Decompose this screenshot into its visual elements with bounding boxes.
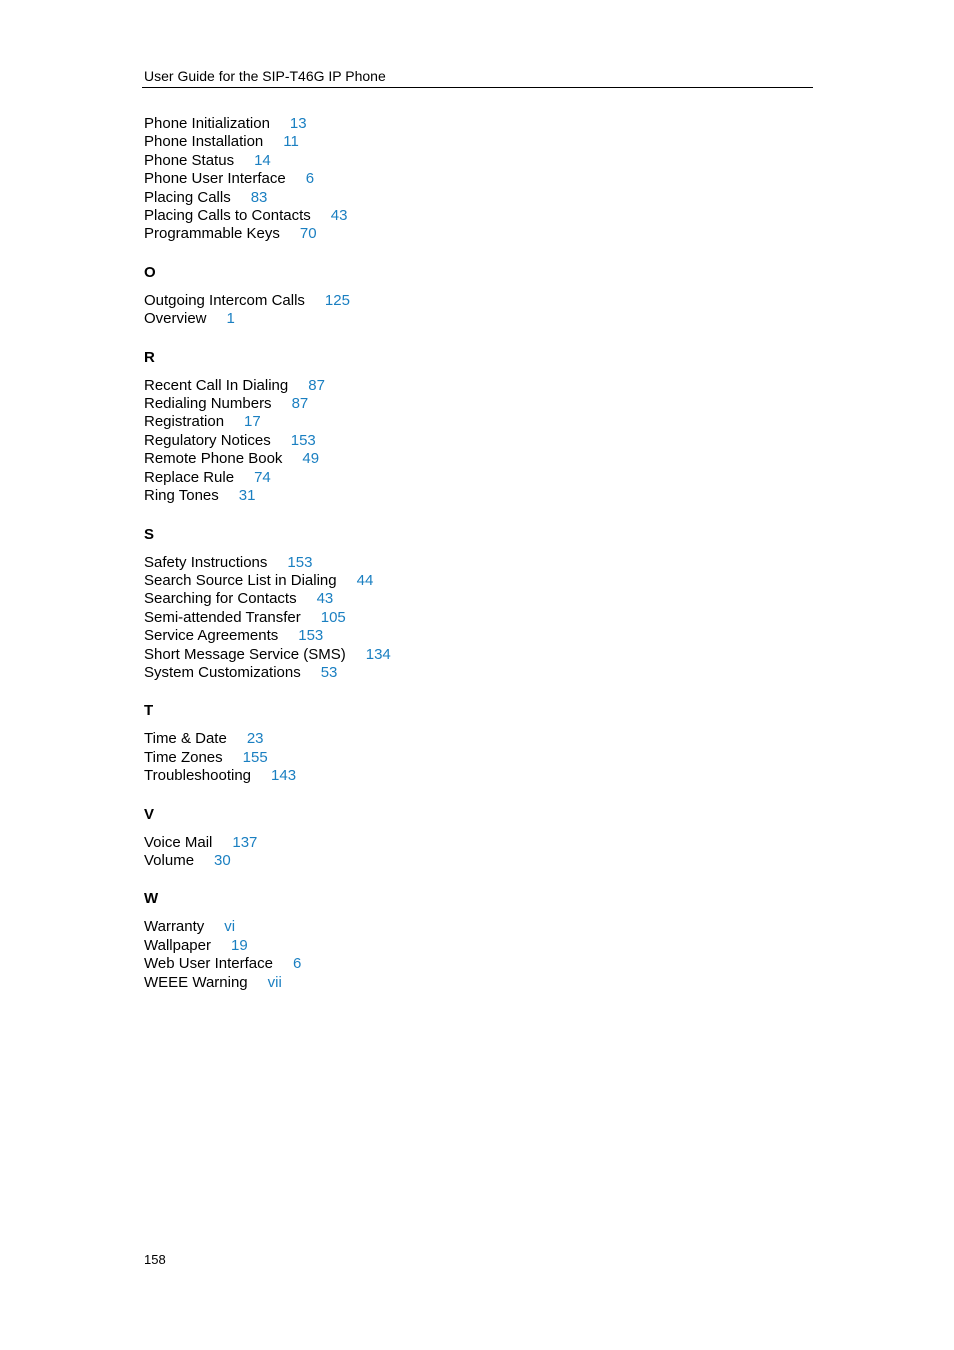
index-term: Web User Interface (144, 955, 273, 973)
index-entry (144, 225, 804, 243)
index-page-link[interactable]: vii (267, 973, 282, 991)
index-letter-heading: O (144, 263, 156, 281)
index-entry (144, 432, 804, 450)
index-entry (144, 730, 804, 748)
index-entry (144, 937, 804, 955)
index-term: Recent Call In Dialing (144, 376, 289, 394)
index-entry (144, 852, 804, 870)
index-page-link[interactable]: 6 (305, 170, 315, 188)
index-entry (144, 152, 804, 170)
index-page-link[interactable]: 53 (320, 663, 338, 681)
index-term: Redialing Numbers (144, 395, 272, 413)
index-page-link[interactable]: 87 (291, 395, 309, 413)
index-page-link[interactable]: 87 (308, 376, 325, 394)
index-entry (144, 554, 804, 572)
index-term: Time & Date (144, 730, 227, 748)
index-page-link[interactable]: 1 (226, 310, 235, 328)
index-letter-heading: W (144, 890, 159, 908)
header-rule (142, 87, 813, 88)
index-term: WEEE Warning (144, 973, 248, 991)
index-term: Service Agreements (144, 627, 279, 645)
index-page-link[interactable]: 19 (230, 936, 248, 954)
index-entry (144, 749, 804, 767)
index-term: Placing Calls (144, 188, 231, 206)
index-term: Time Zones (144, 748, 223, 766)
index-term: Remote Phone Book (144, 450, 283, 468)
index-entry (144, 469, 804, 487)
index-group (144, 890, 804, 992)
index-term: System Customizations (144, 663, 301, 681)
index-group (144, 349, 804, 506)
index-page-link[interactable]: 137 (232, 833, 258, 851)
index-entry (144, 413, 804, 431)
index-term: Search Source List in Dialing (144, 571, 337, 589)
index-term: Short Message Service (SMS) (144, 645, 346, 663)
index-entry (144, 664, 804, 682)
index-page-link[interactable]: 153 (287, 553, 313, 571)
index-letter-heading: S (144, 525, 155, 543)
index-letter-heading: V (144, 805, 155, 823)
index-page-link[interactable]: 6 (292, 955, 302, 973)
index-entry (144, 646, 804, 664)
index-list (144, 115, 804, 992)
index-term: Placing Calls to Contacts (144, 207, 311, 225)
page-number: 158 (144, 1252, 166, 1267)
index-letter-heading: R (144, 348, 155, 366)
index-entry (144, 918, 804, 936)
index-entry (144, 627, 804, 645)
index-page-link[interactable]: 11 (283, 133, 299, 151)
index-entry (144, 572, 804, 590)
index-page-link[interactable]: 143 (271, 767, 297, 785)
index-entry (144, 207, 804, 225)
index-term: Safety Instructions (144, 553, 268, 571)
index-entry (144, 609, 804, 627)
index-page-link[interactable]: 153 (290, 431, 316, 449)
index-term: Phone User Interface (144, 170, 286, 188)
index-term: Phone Installation (144, 133, 264, 151)
index-term: Troubleshooting (144, 767, 252, 785)
index-term: Outgoing Intercom Calls (144, 291, 305, 309)
index-entry (144, 377, 804, 395)
index-page-link[interactable]: 23 (246, 730, 264, 748)
index-entry (144, 450, 804, 468)
index-page-link[interactable]: 155 (242, 748, 268, 766)
index-page-link[interactable]: 44 (356, 571, 374, 589)
index-page-link[interactable]: 30 (214, 851, 231, 869)
index-page-link[interactable]: 13 (289, 115, 307, 132)
index-term: Ring Tones (144, 487, 219, 505)
index-page-link[interactable]: 83 (250, 188, 268, 206)
index-term: Searching for Contacts (144, 590, 297, 608)
index-page-link[interactable]: 74 (254, 468, 271, 486)
index-group (144, 264, 804, 329)
index-term: Voice Mail (144, 833, 213, 851)
index-page-link[interactable]: vi (224, 918, 236, 936)
index-entry (144, 292, 804, 310)
index-term: Registration (144, 413, 225, 431)
index-entry (144, 133, 804, 151)
index-page-link[interactable]: 43 (330, 207, 348, 225)
index-entry (144, 974, 804, 992)
index-page-link[interactable]: 49 (302, 450, 320, 468)
index-term: Semi-attended Transfer (144, 608, 301, 626)
index-term: Phone Status (144, 151, 235, 169)
index-term: Volume (144, 851, 195, 869)
index-term: Programmable Keys (144, 225, 280, 243)
index-entry (144, 115, 804, 133)
index-entry (144, 834, 804, 852)
index-entry (144, 395, 804, 413)
index-term: Overview (144, 310, 207, 328)
index-page-link[interactable]: 70 (299, 225, 317, 243)
index-entry (144, 487, 804, 505)
index-page-link[interactable]: 153 (298, 627, 324, 645)
running-header: User Guide for the SIP-T46G IP Phone (144, 68, 386, 84)
index-entry (144, 310, 804, 328)
index-term: Replace Rule (144, 468, 235, 486)
index-entry (144, 189, 804, 207)
index-group (144, 806, 804, 871)
index-letter-heading: T (144, 702, 154, 720)
index-page-link[interactable]: 43 (316, 590, 334, 608)
index-group (144, 702, 804, 785)
index-term: Regulatory Notices (144, 431, 271, 449)
index-term: Wallpaper (144, 936, 211, 954)
index-entry (144, 767, 804, 785)
index-entry (144, 590, 804, 608)
index-page-link[interactable]: 17 (244, 413, 261, 431)
index-page-link[interactable]: 105 (320, 608, 346, 626)
index-group (144, 115, 804, 244)
index-page-link[interactable]: 134 (365, 645, 391, 663)
index-page-link[interactable]: 31 (238, 487, 256, 505)
index-page-link[interactable]: 125 (324, 291, 350, 309)
index-term: Phone Initialization (144, 115, 270, 132)
index-entry (144, 955, 804, 973)
index-group (144, 526, 804, 683)
index-entry (144, 170, 804, 188)
index-term: Warranty (144, 918, 205, 936)
index-page-link[interactable]: 14 (254, 151, 271, 169)
